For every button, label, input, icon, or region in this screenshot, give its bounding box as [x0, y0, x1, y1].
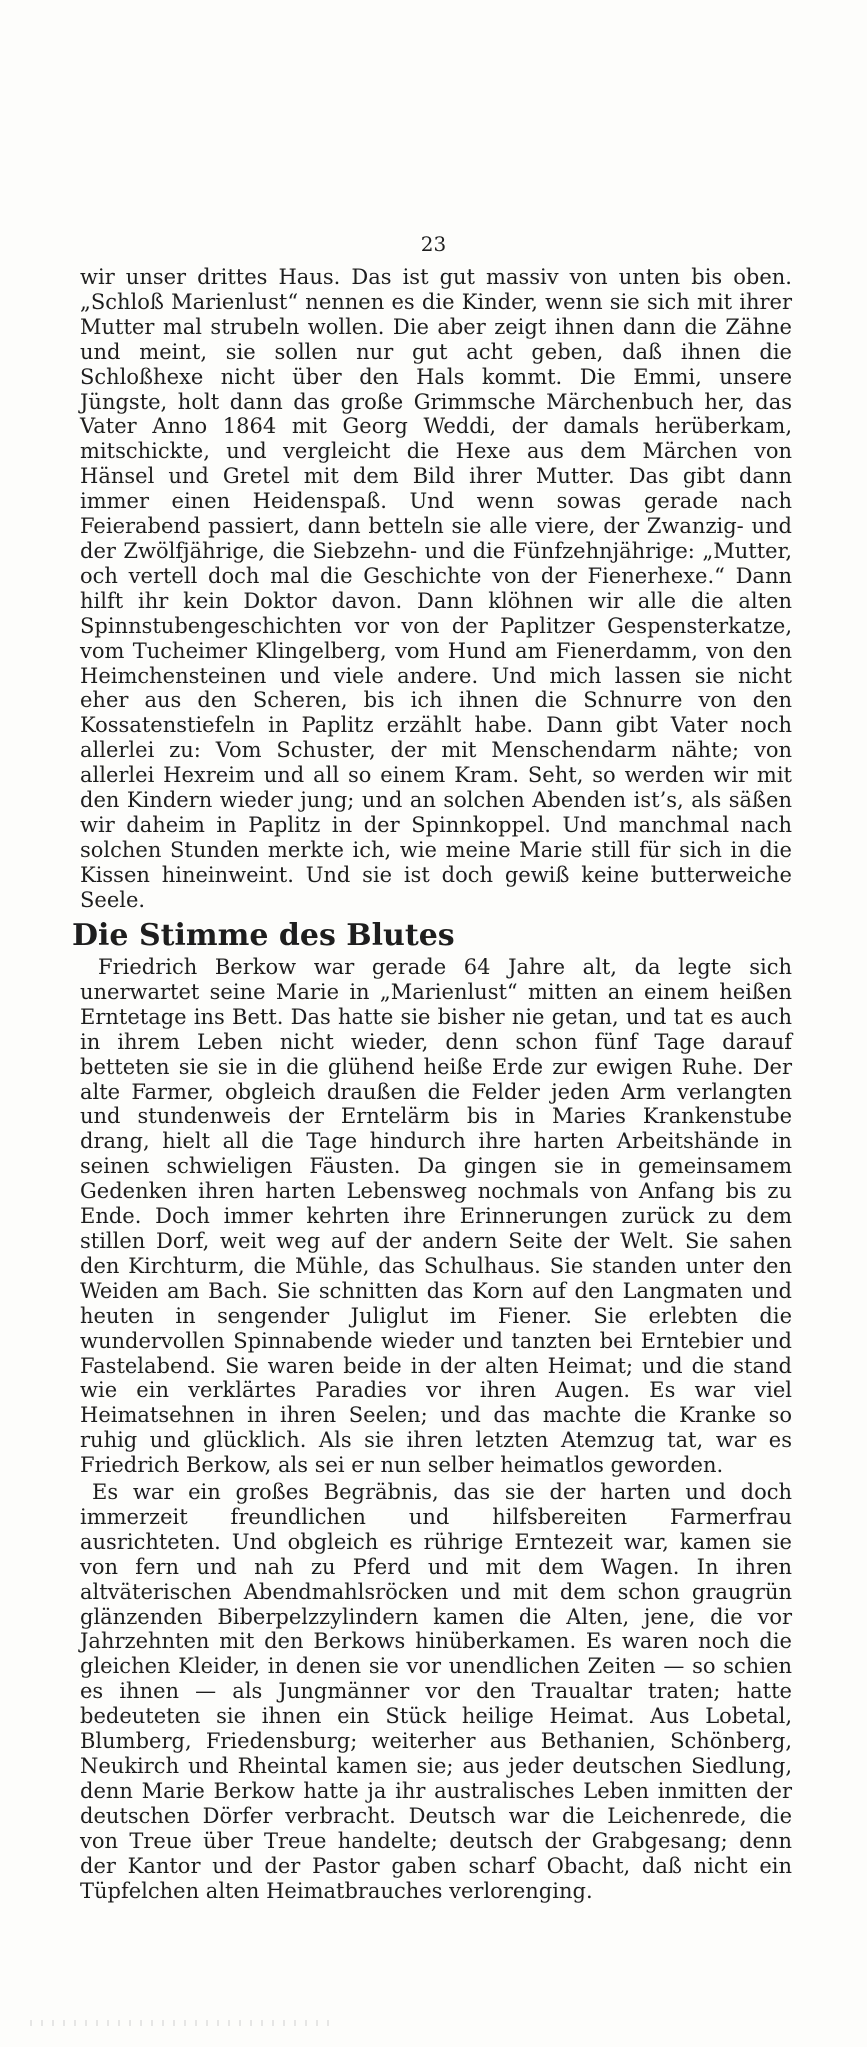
paragraph-intro: wir unser drittes Haus. Das ist gut massiv von unten bis oben. „Schloß Marienlust“ nennen es die Kinder, wenn sie sich mit ihrer Mutter mal strubeln wollen. Die aber zeigt ihnen dann die Zähne und meint, sie sollen nur gut acht geben, daß ihnen die Schloßhexe nicht über den Hals kommt. Die Emmi, unsere Jüngste, holt dann das große Grimmsche Märchenbuch her, das Vater Anno 1864 mit Georg Weddi, der damals herüberkam, mitschickte, und vergleicht die Hexe aus dem Märchen von Hänsel und Gretel mit dem Bild ihrer Mutter. Das gibt dann immer einen Heidenspaß. Und wenn sowas gerade nach Feierabend passiert, dann betteln sie alle viere, der Zwanzig- und der Zwölfjährige, die Siebzehn- und die Fünfzehnjährige: „Mutter, och vertell doch mal die Geschichte von der Fienerhexe.“ Dann hilft ihr kein Doktor davon. Dann klöhnen wir alle die alten Spinnstubengeschichten vor von der Paplitzer Gespensterkatze, vom Tucheimer Klingelberg, vom Hund am Fienerdamm, von den Heimchensteinen und viele andere. Und mich lassen sie nicht eher aus den Scheren, bis ich ihnen die Schnurre von den Kossatenstiefeln in Paplitz erzählt habe. Dann gibt Vater noch allerlei zu: Vom Schuster, der mit Menschendarm nähte; von allerlei Hexreim und all so einem Kram. Seht, so werden wir mit den Kindern wieder jung; und an solchen Abenden ist’s, als säßen wir daheim in Paplitz in der Spinnkoppel. Und manchmal nach solchen Stunden merkte ich, wie meine Marie still für sich in die Kissen hineinweint. Und sie ist doch gewiß keine butterweiche Seele. [80, 265, 792, 912]
page-number: 23 [420, 232, 447, 256]
paper-speckle-decoration [30, 2020, 330, 2026]
paragraph-story-2: Es war ein großes Begräbnis, das sie der harten und doch immerzeit freundlichen und hilfsbereiten Farmerfrau ausrichteten. Und obgleich es rührige Erntezeit war, kamen sie von fern und nah zu Pferd und mit dem Wagen. In ihren altväterischen Abendmahlsröcken und mit dem schon graugrün glänzenden Biberpelzzylindern kamen die Alten, jene, die vor Jahrzehnten mit den Berkows hinüberkamen. Es waren noch die gleichen Kleider, in denen sie vor unendlichen Zeiten — so schien es ihnen — als Jungmänner vor den Traualtar traten; hatte bedeuteten sie ihnen ein Stück heilige Heimat. Aus Lobetal, Blumberg, Friedensburg; weiterher aus Bethanien, Schönberg, Neukirch und Rheintal kamen sie; aus jeder deutschen Siedlung, denn Marie Berkow hatte ja ihr australisches Leben inmitten der deutschen Dörfer verbracht. Deutsch war die Leichenrede, die von Treue über Treue handelte; deutsch der Grabgesang; denn der Kantor und der Pastor gaben scharf Obacht, daß nicht ein Tüpfelchen alten Heimatbrauches verlorenging. [80, 1480, 792, 1903]
paragraph-story-1: Friedrich Berkow war gerade 64 Jahre alt, da legte sich unerwartet seine Marie in „Marienlust“ mitten an einem heißen Erntetage ins Bett. Das hatte sie bisher nie getan, und tat es auch in ihrem Leben nicht wieder, denn schon fünf Tage darauf betteten sie sie in die glühend heiße Erde zur ewigen Ruhe. Der alte Farmer, obgleich draußen die Felder jeden Arm verlangten und stundenweis der Erntelärm bis in Maries Krankenstube drang, hielt all die Tage hindurch ihre harten Arbeitshände in seinen schwieligen Fäusten. Da gingen sie in gemeinsamem Gedenken ihren harten Lebensweg nochmals von Anfang bis zu Ende. Doch immer kehrten ihre Erinnerungen zurück zu dem stillen Dorf, weit weg auf der andern Seite der Welt. Sie sahen den Kirchturm, die Mühle, das Schulhaus. Sie standen unter den Weiden am Bach. Sie schnitten das Korn auf den Langmaten und heuten in sengender Juliglut im Fiener. Sie erlebten die wundervollen Spinnabende wieder und tanzten bei Erntebier und Fastelabend. Sie waren beide in der alten Heimat; und die stand wie ein verklärtes Paradies vor ihren Augen. Es war viel Heimatsehnen in ihren Seelen; und das machte die Kranke so ruhig und glücklich. Als sie ihren letzten Atemzug tat, war es Friedrich Berkow, als sei er nun selber heimatlos geworden. [80, 955, 792, 1478]
section-heading: Die Stimme des Blutes [72, 918, 455, 953]
